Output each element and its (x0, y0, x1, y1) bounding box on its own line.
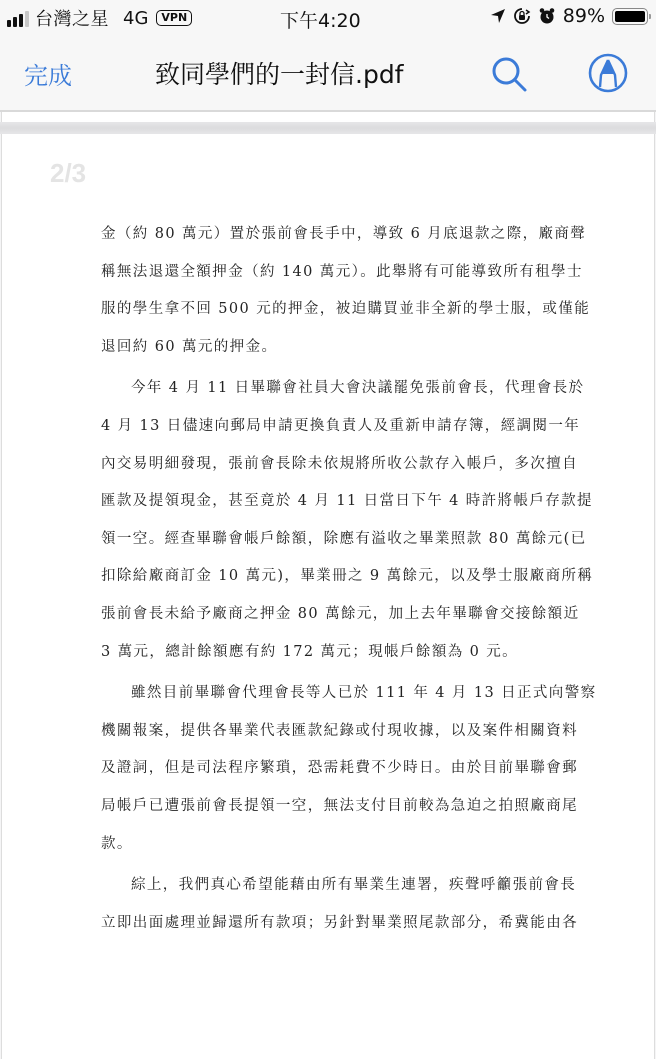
battery-icon (612, 8, 648, 25)
battery-percent: 89% (562, 5, 605, 27)
page-indicator: 2/3 (50, 158, 87, 188)
location-arrow-icon (490, 8, 506, 24)
done-button[interactable]: 完成 (24, 62, 72, 90)
carrier-name: 台灣之星 (35, 9, 109, 30)
text-line: 綜上，我們真心希望能藉由所有畢業生連署，疾聲呼籲張前會長 (131, 877, 577, 894)
previous-page-edge (1, 112, 655, 122)
page-separator (0, 122, 656, 134)
document-title: 致同學們的一封信.pdf (155, 60, 404, 89)
text-line: 張前會長未給予廠商之押金 80 萬餘元，加上去年畢聯會交接餘額近 (101, 605, 580, 622)
text-line: 服的學生拿不回 500 元的押金，被迫購買並非全新的學士服，或僅能 (101, 301, 591, 318)
navigation-bar (0, 36, 656, 110)
text-line: 扣除給廠商訂金 10 萬元)，畢業冊之 9 萬餘元，以及學士服廠商所稱 (101, 568, 594, 585)
text-line: 稱無法退還全額押金（約 140 萬元）。此舉將有可能導致所有租學士 (101, 263, 583, 280)
text-line: 立即出面處理並歸還所有款項；另針對畢業照尾款部分，希冀能由各 (101, 914, 578, 931)
text-line: 3 萬元，總計餘額應有約 172 萬元；現帳戶餘額為 0 元。 (101, 643, 519, 660)
signal-icon (7, 9, 29, 27)
network-type: 4G (123, 7, 149, 29)
pdf-page[interactable] (1, 134, 655, 1059)
markup-pen-icon (586, 51, 630, 95)
status-indicators (490, 5, 648, 27)
text-line: 4 月 13 日儘速向郵局申請更換負責人及重新申請存簿，經調閱一年 (101, 417, 581, 434)
alarm-icon (538, 7, 556, 25)
text-line: 及證詞，但是司法程序繁瑣，恐需耗費不少時日。由於目前畢聯會郵 (101, 760, 578, 777)
markup-button[interactable] (586, 51, 630, 95)
status-bar (0, 0, 656, 36)
text-line: 金（約 80 萬元）置於張前會長手中，導致 6 月底退款之際，廠商聲 (101, 226, 587, 242)
vpn-badge: VPN (156, 10, 192, 26)
text-line: 機關報案，提供各畢業代表匯款紀錄或付現收據，以及案件相關資料 (101, 722, 578, 739)
document-text (101, 216, 597, 942)
text-line: 領一空。經查畢聯會帳戶餘額，除應有溢收之畢業照款 80 萬餘元(已 (101, 530, 587, 547)
rotation-lock-icon (513, 7, 531, 25)
text-line: 款。 (101, 835, 133, 852)
text-line: 雖然目前畢聯會代理會長等人已於 111 年 4 月 13 日正式向警察 (131, 685, 597, 702)
text-line: 局帳戶已遭張前會長提領一空，無法支付目前較為急迫之拍照廠商尾 (101, 797, 578, 814)
text-line: 內交易明細發現，張前會長除未依規將所收公款存入帳戶，多次擅自 (101, 455, 578, 472)
text-line: 退回約 60 萬元的押金。 (101, 338, 278, 355)
search-button[interactable] (489, 54, 531, 96)
text-line: 匯款及提領現金，甚至竟於 4 月 11 日當日下午 4 時許將帳戶存款提 (101, 493, 593, 510)
search-icon (489, 54, 531, 96)
text-line: 今年 4 月 11 日畢聯會社員大會決議罷免張前會長，代理會長於 (131, 380, 585, 397)
clock: 下午4:20 (280, 10, 361, 32)
